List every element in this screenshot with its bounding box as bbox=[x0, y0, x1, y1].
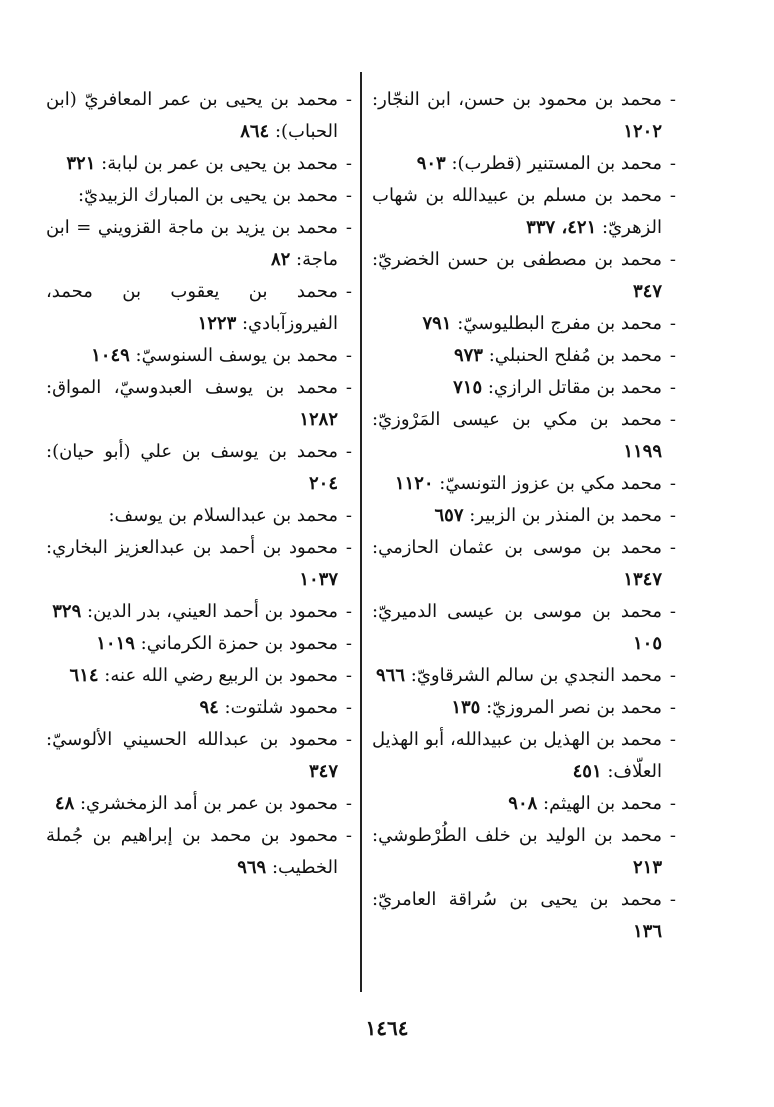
entry-bullet: - bbox=[345, 729, 352, 750]
index-entry bbox=[372, 468, 676, 500]
entry-pages: ٤٢١، ٣٣٧ bbox=[526, 217, 597, 238]
index-entry bbox=[46, 820, 352, 884]
entry-name: محمد بن يحيى بن عمر المعافريّ (ابن الحباب): bbox=[46, 89, 338, 142]
entry-name: محمد بن عبدالسلام بن يوسف: bbox=[108, 505, 338, 526]
entry-bullet: - bbox=[345, 825, 352, 846]
index-entry bbox=[372, 244, 676, 308]
entry-bullet: - bbox=[669, 377, 676, 398]
index-entry bbox=[46, 500, 352, 532]
entry-bullet: - bbox=[669, 473, 676, 494]
entry-pages: ١٣٥ bbox=[451, 697, 481, 718]
entry-pages: ٤٨ bbox=[54, 793, 75, 814]
index-entry bbox=[372, 308, 676, 340]
entry-pages: ٩٦٦ bbox=[376, 665, 406, 686]
entry-bullet: - bbox=[345, 633, 352, 654]
entry-pages: ١٣٤٧ bbox=[623, 569, 662, 590]
entry-pages: ١٠٥ bbox=[632, 633, 662, 654]
entry-pages: ١٠١٩ bbox=[96, 633, 135, 654]
entry-name: محمد بن موسى بن عثمان الحازمي: bbox=[372, 537, 662, 558]
entry-pages: ٤٥١ bbox=[572, 761, 602, 782]
index-entry bbox=[46, 340, 352, 372]
entry-bullet: - bbox=[669, 697, 676, 718]
entry-name: محمد بن يحيى بن سُراقة العامريّ: bbox=[372, 889, 662, 910]
index-entry bbox=[372, 500, 676, 532]
index-entry bbox=[372, 340, 676, 372]
index-entry bbox=[46, 788, 352, 820]
entry-bullet: - bbox=[669, 665, 676, 686]
entry-pages: ٣٢١ bbox=[66, 153, 96, 174]
page-number: ١٤٦٤ bbox=[365, 1016, 409, 1040]
entry-pages: ٩٠٨ bbox=[508, 793, 538, 814]
entry-name: محمد بن مفرج البطليوسيّ: bbox=[457, 313, 662, 334]
index-entry bbox=[372, 148, 676, 180]
entry-name: محمد النجدي بن سالم الشرقاويّ: bbox=[410, 665, 662, 686]
index-entry bbox=[46, 596, 352, 628]
entry-pages: ١٠٣٧ bbox=[299, 569, 338, 590]
index-entry bbox=[372, 372, 676, 404]
entry-bullet: - bbox=[669, 185, 676, 206]
index-entry bbox=[372, 788, 676, 820]
entry-name: محمود بن الربيع رضي الله عنه: bbox=[104, 665, 338, 686]
index-entry bbox=[46, 212, 352, 276]
entry-pages: ٧١٥ bbox=[453, 377, 483, 398]
entry-name: محمد بن مسلم بن عبيدالله بن شهاب الزهريّ: bbox=[372, 185, 662, 238]
entry-bullet: - bbox=[669, 345, 676, 366]
entry-name: محمد بن الهيثم: bbox=[543, 793, 662, 814]
entry-name: محمد بن المنذر بن الزبير: bbox=[469, 505, 662, 526]
entry-name: محمود بن أحمد بن عبدالعزيز البخاري: bbox=[46, 537, 338, 558]
entry-name: محمود بن حمزة الكرماني: bbox=[140, 633, 338, 654]
entry-name: محمد بن يزيد بن ماجة القزويني = ابن ماجة: bbox=[46, 217, 338, 270]
index-entry bbox=[372, 404, 676, 468]
index-entry bbox=[46, 724, 352, 788]
entry-bullet: - bbox=[345, 441, 352, 462]
entry-name: محمد بن الوليد بن خلف الطُرْطوشي: bbox=[372, 825, 662, 846]
index-entry bbox=[372, 692, 676, 724]
entry-pages: ٦١٤ bbox=[69, 665, 99, 686]
entry-bullet: - bbox=[345, 153, 352, 174]
entry-bullet: - bbox=[345, 793, 352, 814]
index-entry bbox=[372, 660, 676, 692]
entry-bullet: - bbox=[345, 697, 352, 718]
entry-pages: ٧٩١ bbox=[422, 313, 452, 334]
entry-pages: ١١٩٩ bbox=[623, 441, 662, 462]
entry-name: محمد بن مصطفى بن حسن الخضريّ: bbox=[372, 249, 662, 270]
entry-bullet: - bbox=[669, 793, 676, 814]
entry-name: محمود بن عمر بن أمد الزمخشري: bbox=[79, 793, 338, 814]
index-entry bbox=[46, 532, 352, 596]
entry-bullet: - bbox=[345, 665, 352, 686]
entry-bullet: - bbox=[345, 505, 352, 526]
entry-name: محمد بن يوسف العبدوسيّ، المواق: bbox=[46, 377, 338, 398]
index-entry bbox=[46, 660, 352, 692]
entry-pages: ١٣٦ bbox=[632, 921, 662, 942]
entry-name: محمد بن يوسف السنوسيّ: bbox=[135, 345, 338, 366]
index-entry bbox=[372, 724, 676, 788]
index-entry bbox=[46, 180, 352, 212]
entry-bullet: - bbox=[669, 505, 676, 526]
entry-pages: ٨٢ bbox=[270, 249, 291, 270]
entry-bullet: - bbox=[669, 409, 676, 430]
index-entry bbox=[46, 372, 352, 436]
entry-pages: ١٢٢٣ bbox=[197, 313, 237, 334]
index-column-left bbox=[46, 84, 352, 884]
index-entry bbox=[372, 884, 676, 948]
entry-bullet: - bbox=[669, 153, 676, 174]
column-divider bbox=[360, 72, 362, 992]
entry-bullet: - bbox=[345, 217, 352, 238]
entry-pages: ٢١٣ bbox=[632, 857, 662, 878]
entry-name: محمد بن مكي بن عيسى المَرْوزيّ: bbox=[372, 409, 662, 430]
entry-name: محمد بن محمود بن حسن، ابن النجّار: bbox=[372, 89, 662, 110]
entry-bullet: - bbox=[345, 185, 352, 206]
entry-pages: ١٢٠٢ bbox=[623, 121, 662, 142]
entry-bullet: - bbox=[345, 601, 352, 622]
entry-name: محمد بن يحيى بن المبارك الزبيديّ: bbox=[77, 185, 338, 206]
entry-bullet: - bbox=[345, 345, 352, 366]
entry-name: محمد مكي بن عزوز التونسيّ: bbox=[439, 473, 662, 494]
entry-pages: ٩٦٩ bbox=[237, 857, 267, 878]
entry-pages: ١٢٨٢ bbox=[299, 409, 338, 430]
index-entry bbox=[46, 148, 352, 180]
index-entry bbox=[372, 180, 676, 244]
entry-pages: ١١٢٠ bbox=[394, 473, 434, 494]
entry-pages: ٨٦٤ bbox=[240, 121, 270, 142]
entry-bullet: - bbox=[345, 537, 352, 558]
entry-pages: ٣٤٧ bbox=[632, 281, 662, 302]
entry-name: محمود بن عبدالله الحسيني الألوسيّ: bbox=[46, 729, 338, 750]
entry-pages: ٣٤٧ bbox=[308, 761, 338, 782]
entry-pages: ٦٥٧ bbox=[434, 505, 464, 526]
entry-bullet: - bbox=[669, 601, 676, 622]
entry-name: محمد بن نصر المروزيّ: bbox=[486, 697, 662, 718]
entry-pages: ٢٠٤ bbox=[308, 473, 338, 494]
index-entry bbox=[46, 628, 352, 660]
entry-bullet: - bbox=[669, 825, 676, 846]
entry-name: محمد بن يحيى بن عمر بن لبابة: bbox=[101, 153, 338, 174]
index-entry bbox=[372, 532, 676, 596]
entry-bullet: - bbox=[669, 249, 676, 270]
index-entry bbox=[372, 596, 676, 660]
index-column-right bbox=[372, 84, 676, 948]
entry-name: محمود بن أحمد العيني، بدر الدين: bbox=[87, 601, 338, 622]
entry-bullet: - bbox=[345, 377, 352, 398]
index-entry bbox=[46, 436, 352, 500]
entry-name: محمد بن مُفلح الحنبلي: bbox=[488, 345, 662, 366]
entry-name: محمود شلتوت: bbox=[224, 697, 338, 718]
entry-bullet: - bbox=[669, 313, 676, 334]
entry-name: محمد بن يوسف بن علي (أبو حيان): bbox=[46, 441, 338, 462]
entry-pages: ٣٢٩ bbox=[52, 601, 82, 622]
entry-bullet: - bbox=[669, 89, 676, 110]
entry-bullet: - bbox=[669, 889, 676, 910]
index-entry bbox=[372, 84, 676, 148]
entry-name: محمد بن يعقوب بن محمد، الفيروزآبادي: bbox=[46, 281, 338, 334]
entry-name: محمد بن موسى بن عيسى الدميريّ: bbox=[372, 601, 662, 622]
entry-name: محمد بن الهذيل بن عبيدالله، أبو الهذيل العلّاف: bbox=[372, 729, 662, 782]
entry-bullet: - bbox=[345, 281, 352, 302]
index-entry bbox=[372, 820, 676, 884]
entry-pages: ٩٠٣ bbox=[416, 153, 446, 174]
index-entry bbox=[46, 276, 352, 340]
entry-pages: ٩٤ bbox=[199, 697, 219, 718]
entry-bullet: - bbox=[669, 537, 676, 558]
entry-bullet: - bbox=[345, 89, 352, 110]
entry-bullet: - bbox=[669, 729, 676, 750]
index-entry bbox=[46, 84, 352, 148]
entry-name: محمد بن المستنير (قطرب): bbox=[451, 153, 662, 174]
entry-name: محمد بن مقاتل الرازي: bbox=[487, 377, 662, 398]
index-entry bbox=[46, 692, 352, 724]
entry-pages: ١٠٤٩ bbox=[91, 345, 130, 366]
entry-name: محمود بن محمد بن إبراهيم بن جُملة الخطيب: bbox=[46, 825, 338, 878]
entry-pages: ٩٧٣ bbox=[453, 345, 483, 366]
